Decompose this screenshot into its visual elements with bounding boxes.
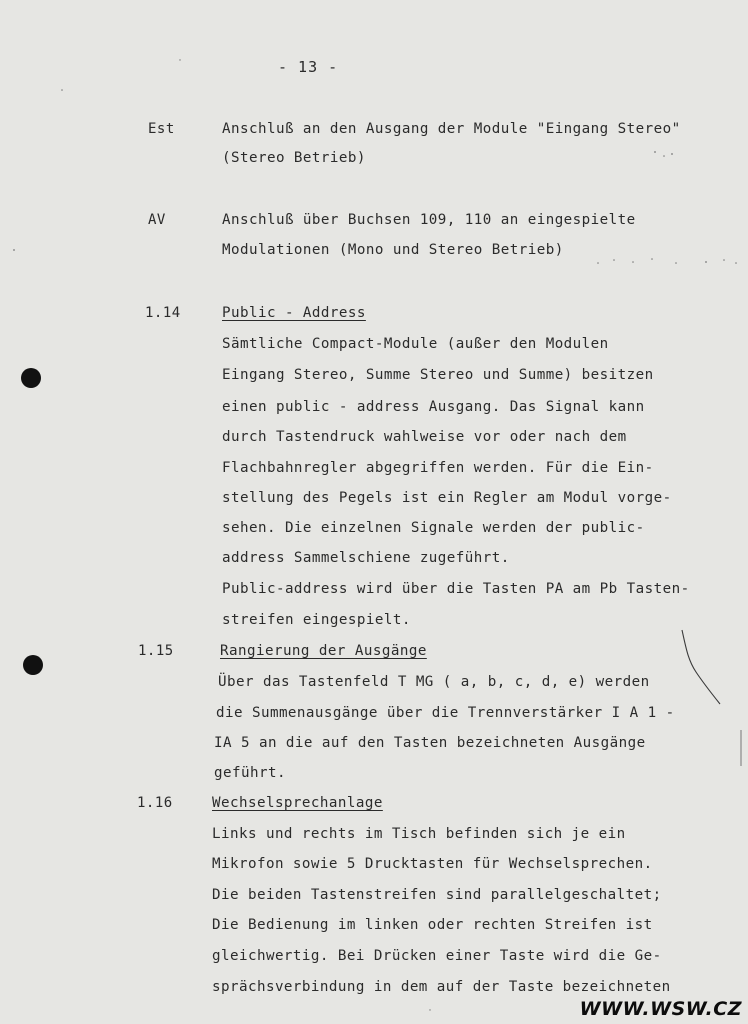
- body-line: Flachbahnregler abgegriffen werden. Für die Ein-: [222, 460, 654, 476]
- body-line: Die beiden Tastenstreifen sind parallelgeschaltet;: [212, 887, 662, 903]
- section-heading-public-address: Public - Address: [222, 305, 366, 321]
- body-line: streifen eingespielt.: [222, 612, 411, 628]
- page-number: - 13 -: [278, 58, 339, 76]
- body-line: address Sammelschiene zugeführt.: [222, 550, 510, 566]
- body-line: Modulationen (Mono und Stereo Betrieb): [222, 242, 564, 258]
- body-line: sehen. Die einzelnen Signale werden der public-: [222, 520, 645, 536]
- body-line: die Summenausgänge über die Trennverstärker I A 1 -: [216, 705, 675, 721]
- body-line: Eingang Stereo, Summe Stereo und Summe) besitzen: [222, 367, 654, 383]
- body-line: Die Bedienung im linken oder rechten Streifen ist: [212, 917, 653, 933]
- body-line: Anschluß über Buchsen 109, 110 an eingespielte: [222, 212, 636, 228]
- body-line: Anschluß an den Ausgang der Module "Eingang Stereo": [222, 121, 681, 137]
- body-line: geführt.: [214, 765, 286, 781]
- body-line: Über das Tastenfeld T MG ( a, b, c, d, e) werden: [218, 674, 650, 690]
- entry-label-av: AV: [148, 212, 166, 228]
- watermark: WWW.WSW.CZ: [579, 998, 742, 1020]
- section-number-1-14: 1.14: [145, 305, 181, 321]
- body-line: Mikrofon sowie 5 Drucktasten für Wechselsprechen.: [212, 856, 653, 872]
- body-line: durch Tastendruck wahlweise vor oder nach dem: [222, 429, 627, 445]
- body-line: gleichwertig. Bei Drücken einer Taste wird die Ge-: [212, 948, 662, 964]
- body-line: IA 5 an die auf den Tasten bezeichneten Ausgänge: [214, 735, 646, 751]
- section-heading-wechselsprechanlage: Wechselsprechanlage: [212, 795, 383, 811]
- body-line: (Stereo Betrieb): [222, 150, 366, 166]
- section-number-1-16: 1.16: [137, 795, 173, 811]
- section-heading-rangierung: Rangierung der Ausgänge: [220, 643, 427, 659]
- body-line: Public-address wird über die Tasten PA am Pb Tasten-: [222, 581, 690, 597]
- body-line: sprächsverbindung in dem auf der Taste bezeichneten: [212, 979, 671, 995]
- body-line: Sämtliche Compact-Module (außer den Modulen: [222, 336, 609, 352]
- body-line: stellung des Pegels ist ein Regler am Modul vorge-: [222, 490, 672, 506]
- body-line: einen public - address Ausgang. Das Signal kann: [222, 399, 645, 415]
- entry-label-est: Est: [148, 121, 175, 137]
- body-line: Links und rechts im Tisch befinden sich je ein: [212, 826, 626, 842]
- section-number-1-15: 1.15: [138, 643, 174, 659]
